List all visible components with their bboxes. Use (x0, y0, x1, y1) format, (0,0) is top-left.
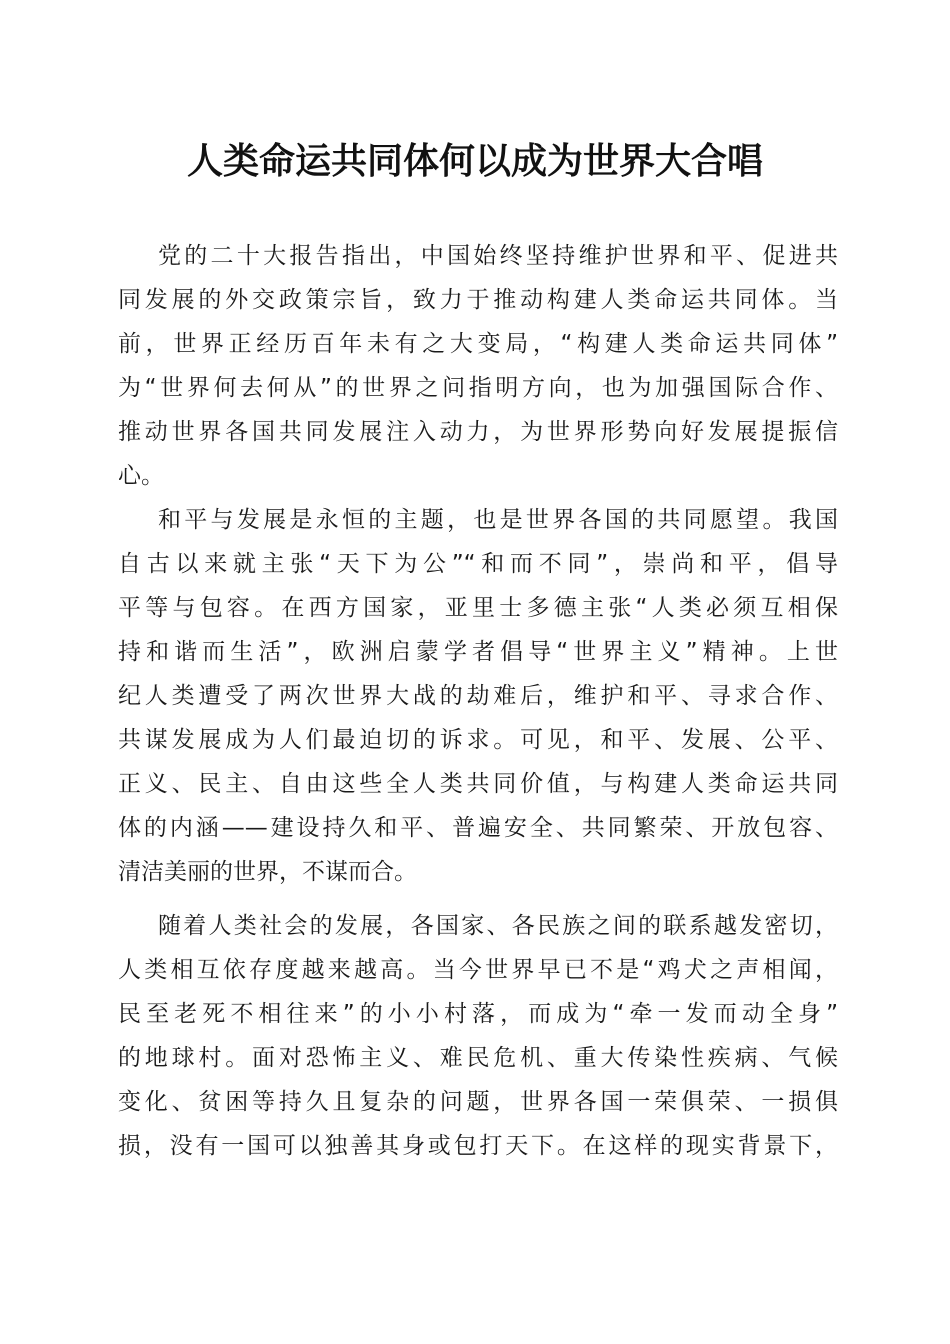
paragraph-line: 为“世界何去何从”的世界之问指明方向，也为加强国际合作、 (118, 375, 838, 401)
paragraph-line: 损，没有一国可以独善其身或包打天下。在这样的现实背景下， (118, 1133, 838, 1159)
paragraph-line: 前，世界正经历百年未有之大变局，“构建人类命运共同体” (118, 331, 838, 357)
paragraph-line: 的地球村。面对恐怖主义、难民危机、重大传染性疾病、气候 (118, 1045, 838, 1071)
paragraph-line: 体的内涵——建设持久和平、普遍安全、共同繁荣、开放包容、 (118, 815, 838, 841)
paragraph-line: 同发展的外交政策宗旨，致力于推动构建人类命运共同体。当 (118, 287, 838, 313)
paragraph-line: 民至老死不相往来”的小小村落，而成为“牵一发而动全身” (118, 1001, 838, 1027)
paragraph-line: 人类相互依存度越来越高。当今世界早已不是“鸡犬之声相闻， (118, 957, 838, 983)
paragraph-line: 平等与包容。在西方国家，亚里士多德主张“人类必须互相保 (118, 595, 838, 621)
paragraph-line: 持和谐而生活”，欧洲启蒙学者倡导“世界主义”精神。上世 (118, 639, 838, 665)
paragraph-line: 党的二十大报告指出，中国始终坚持维护世界和平、促进共 (158, 243, 838, 269)
paragraph-line: 推动世界各国共同发展注入动力，为世界形势向好发展提振信 (118, 419, 838, 445)
paragraph-line: 正义、民主、自由这些全人类共同价值，与构建人类命运共同 (118, 771, 838, 797)
paragraph-line: 变化、贫困等持久且复杂的问题，世界各国一荣俱荣、一损俱 (118, 1089, 838, 1115)
paragraph-line: 心。 (118, 463, 164, 489)
paragraph-line: 共谋发展成为人们最迫切的诉求。可见，和平、发展、公平、 (118, 727, 838, 753)
paragraph-line: 随着人类社会的发展，各国家、各民族之间的联系越发密切， (158, 913, 838, 939)
paragraph-line: 纪人类遭受了两次世界大战的劫难后，维护和平、寻求合作、 (118, 683, 838, 709)
document-title: 人类命运共同体何以成为世界大合唱 (186, 140, 763, 182)
paragraph-line: 自古以来就主张“天下为公”“和而不同”，崇尚和平，倡导 (118, 551, 838, 577)
paragraph-line: 清洁美丽的世界，不谋而合。 (118, 859, 417, 885)
paragraph-line: 和平与发展是永恒的主题，也是世界各国的共同愿望。我国 (158, 507, 838, 533)
